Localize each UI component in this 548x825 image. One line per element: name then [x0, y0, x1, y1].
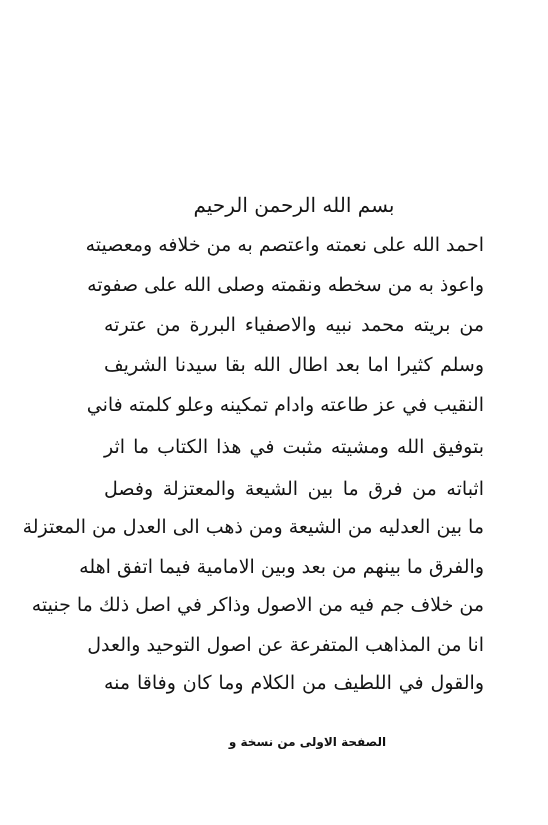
manuscript-text-block — [22, 188, 484, 708]
manuscript-line: واعوذ به من سخطه ونقمته وصلى الله على صفوته — [87, 274, 484, 296]
page-caption: الصفحة الاولى من نسخة و — [228, 735, 387, 749]
manuscript-line: اثباته من فرق ما بين الشيعة والمعتزلة وفصل — [104, 478, 484, 500]
basmala-line: بسم الله الرحمن الرحيم — [193, 193, 395, 217]
manuscript-line: انا من المذاهب المتفرعة عن اصول التوحيد والعدل — [87, 634, 484, 656]
manuscript-line: والقول في اللطيف من الكلام وما كان وفاقا منه — [104, 672, 484, 694]
manuscript-line: وسلم كثيرا اما بعد اطال الله بقا سيدنا الشريف — [104, 354, 484, 376]
manuscript-line: من خلاف جم فيه من الاصول وذاكر في اصل ذلك ما جنيته — [31, 594, 484, 616]
manuscript-line: النقيب في عز طاعته وادام تمكينه وعلو كلمته فاني — [86, 394, 484, 416]
manuscript-line: ما بين العدليه من الشيعة ومن ذهب الى العدل من المعتزلة — [22, 516, 484, 538]
manuscript-line: والفرق ما بينهم من بعد وبين الامامية فيما اتفق اهله — [79, 556, 484, 578]
manuscript-line: احمد الله على نعمته واعتصم به من خلافه ومعصيته — [85, 234, 484, 256]
manuscript-line: من بريته محمد نبيه والاصفياء البررة من عترته — [104, 314, 484, 336]
manuscript-line: بتوفيق الله ومشيته مثبت في هذا الكتاب ما اثر — [104, 436, 484, 458]
